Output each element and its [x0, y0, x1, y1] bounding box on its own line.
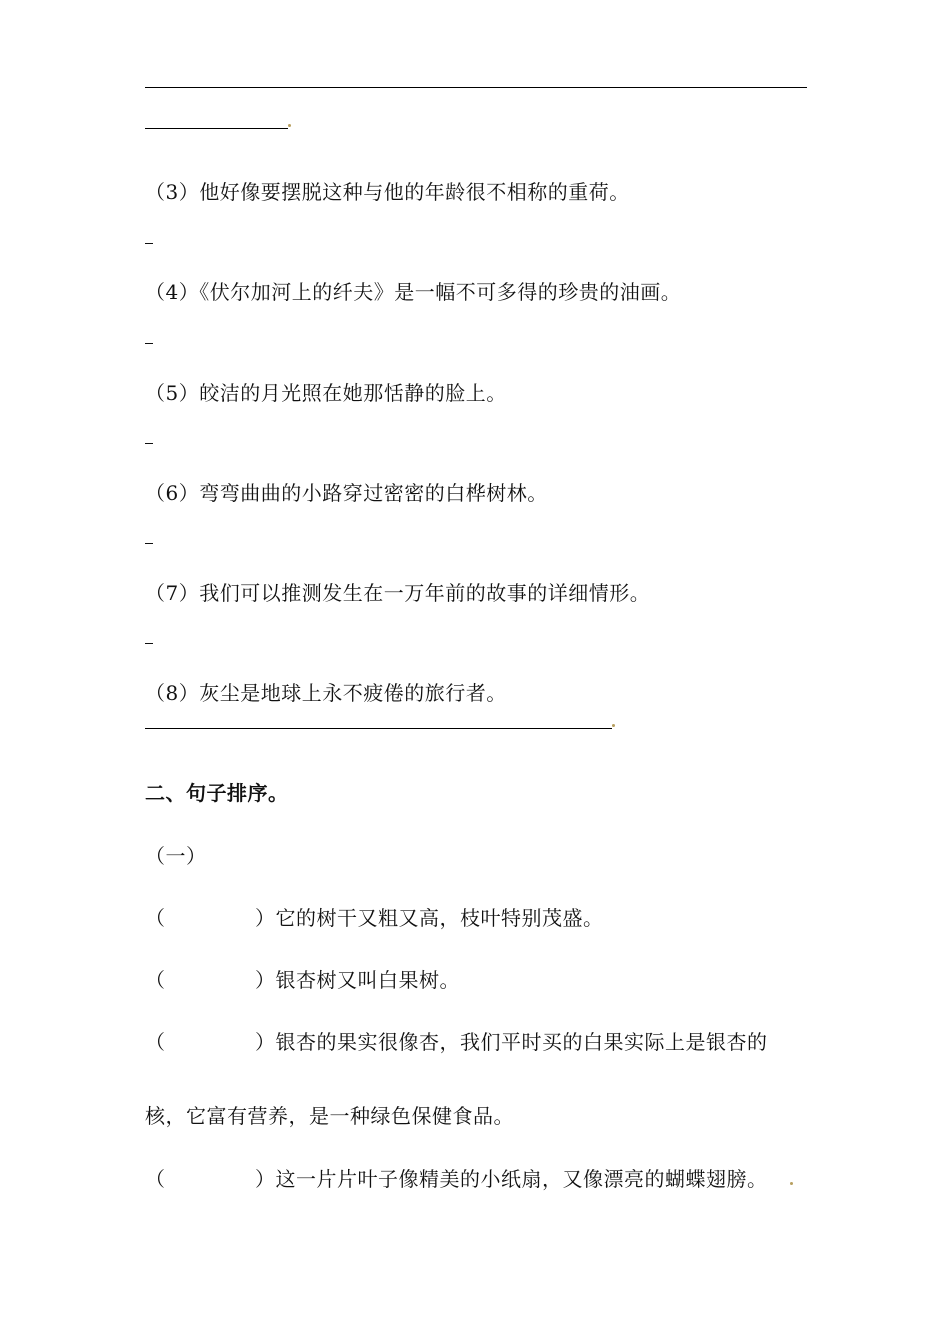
- answer-line[interactable]: [145, 728, 612, 729]
- item-8: （8）灰尘是地球上永不疲倦的旅行者。: [145, 681, 507, 705]
- ordering-item: （ ）这一片片叶子像精美的小纸扇，又像漂亮的蝴蝶翅膀。: [145, 1163, 768, 1192]
- section-heading: 二、句子排序。: [145, 781, 289, 805]
- answer-blank[interactable]: [145, 443, 153, 444]
- item-5: （5）皎洁的月光照在她那恬静的脸上。: [145, 381, 507, 405]
- order-blank[interactable]: （: [145, 1167, 166, 1191]
- answer-blank[interactable]: [145, 343, 153, 344]
- answer-line[interactable]: [145, 87, 807, 88]
- order-blank[interactable]: （: [145, 968, 166, 992]
- mark-dot: [790, 1182, 793, 1185]
- group-label: （一）: [145, 844, 207, 868]
- answer-blank[interactable]: [145, 543, 153, 544]
- answer-blank[interactable]: [145, 643, 153, 644]
- item-3: （3）他好像要摆脱这种与他的年龄很不相称的重荷。: [145, 180, 630, 204]
- answer-line[interactable]: [145, 128, 288, 129]
- item-6: （6）弯弯曲曲的小路穿过密密的白桦树林。: [145, 481, 548, 505]
- ordering-item: （ ）它的树干又粗又高，枝叶特别茂盛。: [145, 902, 604, 931]
- ordering-item: （ ）银杏树又叫白果树。: [145, 964, 460, 993]
- mark-dot: [612, 724, 615, 727]
- answer-blank[interactable]: [145, 243, 153, 244]
- order-blank[interactable]: （: [145, 1030, 166, 1054]
- item-7: （7）我们可以推测发生在一万年前的故事的详细情形。: [145, 581, 651, 605]
- mark-dot: [288, 124, 291, 127]
- ordering-item: （ ）银杏的果实很像杏，我们平时买的白果实际上是银杏的: [145, 1026, 768, 1055]
- ordering-item-continuation: 核，它富有营养，是一种绿色保健食品。: [145, 1104, 514, 1128]
- item-4: （4）《伏尔加河上的纤夫》是一幅不可多得的珍贵的油画。: [145, 280, 682, 304]
- order-blank[interactable]: （: [145, 906, 166, 930]
